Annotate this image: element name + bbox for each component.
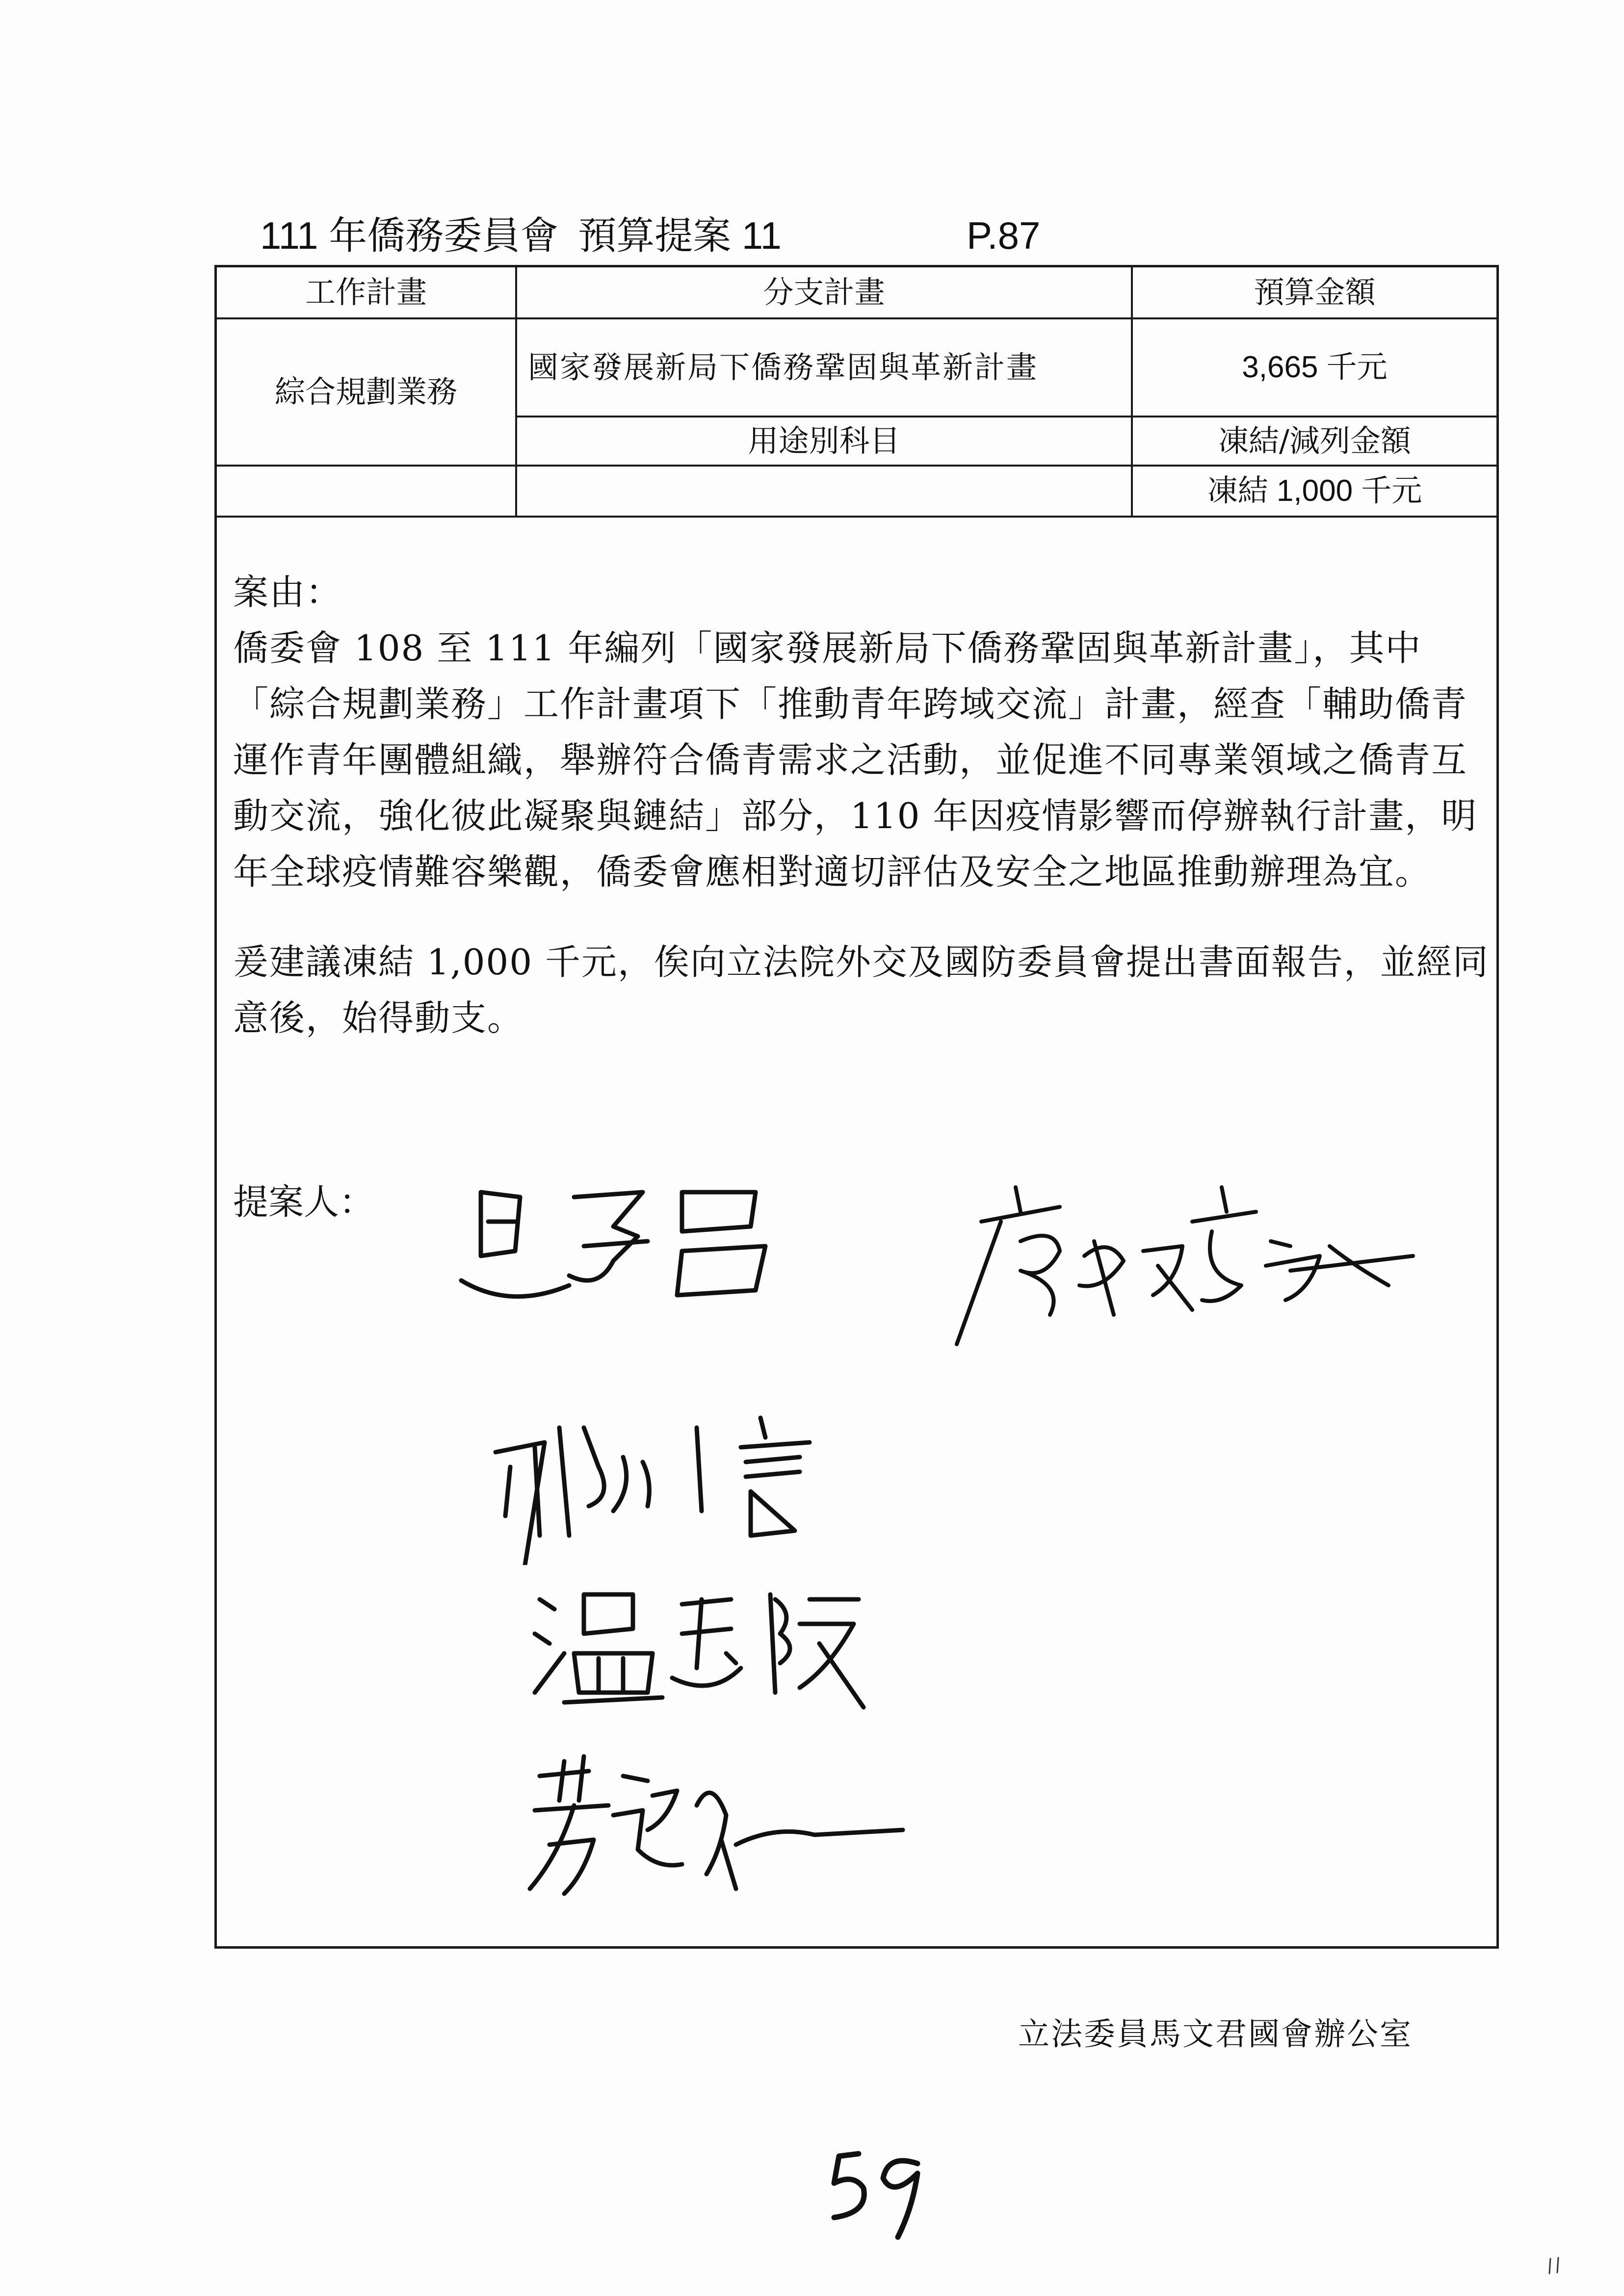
col-budget-amount-header: 預算金額 bbox=[1132, 267, 1496, 318]
page-reference: P.87 bbox=[967, 214, 1041, 257]
budget-table bbox=[217, 267, 1496, 518]
proposers-label: 提案人： bbox=[233, 1181, 375, 1223]
purpose-item-empty bbox=[217, 466, 516, 517]
freeze-amount-value: 凍結 1,000 千元 bbox=[1132, 466, 1496, 517]
budget-amount-value: 3,665 千元 bbox=[1132, 318, 1496, 417]
col-sub-plan-header: 分支計畫 bbox=[516, 267, 1132, 318]
recommendation-text: 爰建議凍結 1,000 千元，俟向立法院外交及國防委員會提出書面報告，並經同意後，始得動支。 bbox=[233, 941, 1489, 1039]
col-freeze-cut-header: 凍結/減列金額 bbox=[1132, 417, 1496, 466]
table-row bbox=[217, 466, 1496, 517]
corner-mark bbox=[1545, 2257, 1565, 2276]
reason-label: 案由： bbox=[233, 572, 342, 613]
office-name: 立法委員馬文君國會辦公室 bbox=[1018, 2016, 1413, 2053]
signature-3 bbox=[486, 1408, 917, 1565]
proposal-body bbox=[233, 564, 1489, 1046]
handwritten-page-number bbox=[824, 2144, 927, 2242]
purpose-item-value bbox=[516, 466, 1132, 517]
signature-4 bbox=[525, 1570, 878, 1732]
header-title: 111 年僑務委員會 bbox=[260, 214, 559, 257]
table-header-row bbox=[217, 267, 1496, 318]
reason-text: 僑委會 108 至 111 年編列「國家發展新局下僑務鞏固與革新計畫」，其中「綜合規劃業務」工作計畫項下「推動青年跨域交流」計畫，經查「輔助僑青運作青年團體組織，舉辦符合僑青需求之活動，並促進不同專業領域之僑青互動交流，強化彼此凝聚與鏈結」部分，110 年因疫情影響而停辦執行計畫，明年全球疫情難容樂觀，僑委會應相對適切評估及安全之地區推動辦理為宜。 bbox=[233, 627, 1478, 892]
sub-plan-value: 國家發展新局下僑務鞏固與革新計畫 bbox=[516, 318, 1132, 417]
work-plan-value: 綜合規劃業務 bbox=[217, 318, 516, 466]
col-work-plan-header: 工作計畫 bbox=[217, 267, 516, 318]
signature-2 bbox=[947, 1168, 1418, 1354]
document-header bbox=[260, 211, 1041, 260]
proposal-number: 預算提案 11 bbox=[578, 214, 782, 257]
signature-5 bbox=[520, 1747, 913, 1908]
signature-1 bbox=[451, 1163, 805, 1339]
col-purpose-item-header: 用途別科目 bbox=[516, 417, 1132, 466]
table-row bbox=[217, 318, 1496, 417]
